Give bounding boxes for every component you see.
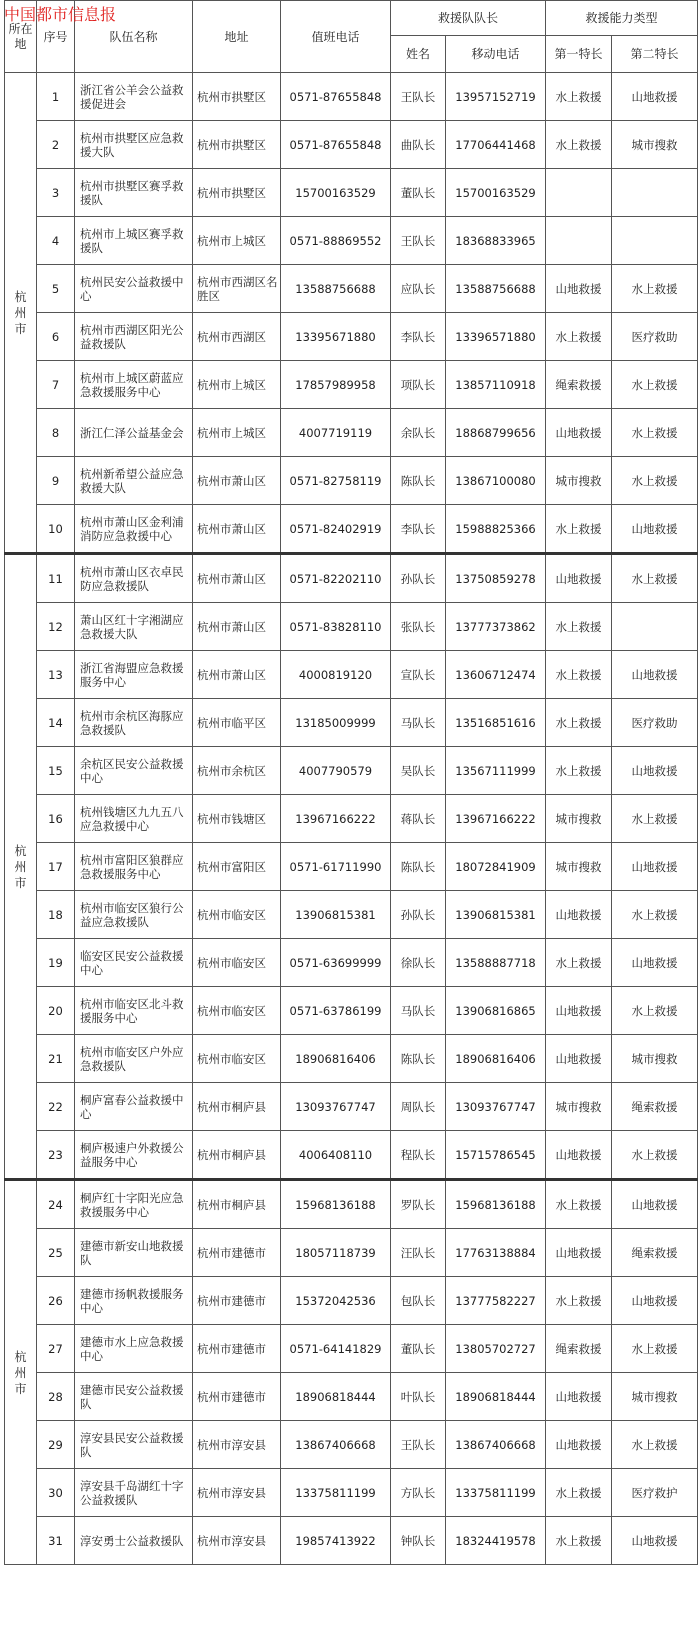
cell-team-name: 杭州市临安区北斗救援服务中心 [75, 987, 193, 1035]
cell-first-specialty: 山地救援 [546, 265, 612, 313]
cell-duty-phone: 13588756688 [281, 265, 391, 313]
cell-first-specialty [546, 169, 612, 217]
cell-second-specialty: 山地救援 [612, 1517, 698, 1565]
cell-first-specialty: 水上救援 [546, 1277, 612, 1325]
cell-leader-mobile: 13857110918 [446, 361, 546, 409]
cell-leader-name: 周队长 [391, 1083, 446, 1131]
cell-no: 10 [37, 505, 75, 554]
cell-leader-name: 吴队长 [391, 747, 446, 795]
cell-second-specialty: 水上救援 [612, 987, 698, 1035]
cell-team-name: 桐庐极速户外救援公益服务中心 [75, 1131, 193, 1180]
cell-first-specialty: 水上救援 [546, 747, 612, 795]
cell-no: 21 [37, 1035, 75, 1083]
cell-team-name: 杭州市富阳区狼群应急救援服务中心 [75, 843, 193, 891]
cell-leader-mobile: 13516851616 [446, 699, 546, 747]
cell-no: 6 [37, 313, 75, 361]
table-row [5, 1469, 698, 1517]
cell-duty-phone: 0571-63786199 [281, 987, 391, 1035]
cell-leader-name: 宣队长 [391, 651, 446, 699]
cell-first-specialty: 城市搜救 [546, 1083, 612, 1131]
cell-second-specialty: 山地救援 [612, 1277, 698, 1325]
table-row [5, 313, 698, 361]
cell-team-name: 杭州市上城区赛孚救援队 [75, 217, 193, 265]
cell-no: 23 [37, 1131, 75, 1180]
cell-address: 杭州市拱墅区 [193, 121, 281, 169]
cell-address: 杭州市富阳区 [193, 843, 281, 891]
cell-duty-phone: 15968136188 [281, 1180, 391, 1229]
cell-first-specialty: 山地救援 [546, 409, 612, 457]
cell-no: 27 [37, 1325, 75, 1373]
cell-second-specialty: 城市搜救 [612, 121, 698, 169]
table-row [5, 891, 698, 939]
cell-no: 13 [37, 651, 75, 699]
cell-address: 杭州市萧山区 [193, 457, 281, 505]
cell-leader-mobile: 13967166222 [446, 795, 546, 843]
header-team: 队伍名称 [75, 1, 193, 73]
cell-team-name: 建德市民安公益救援队 [75, 1373, 193, 1421]
cell-no: 26 [37, 1277, 75, 1325]
cell-duty-phone: 18906818444 [281, 1373, 391, 1421]
cell-region [5, 554, 37, 1180]
cell-team-name: 杭州新希望公益应急救援大队 [75, 457, 193, 505]
cell-leader-name: 王队长 [391, 217, 446, 265]
cell-second-specialty: 医疗救护 [612, 1469, 698, 1517]
cell-team-name: 浙江仁泽公益基金会 [75, 409, 193, 457]
cell-first-specialty [546, 217, 612, 265]
table-row [5, 217, 698, 265]
cell-address: 杭州市拱墅区 [193, 73, 281, 121]
header-first-specialty: 第一特长 [546, 36, 612, 73]
cell-first-specialty: 山地救援 [546, 1131, 612, 1180]
cell-no: 4 [37, 217, 75, 265]
table-row [5, 1131, 698, 1180]
table-row [5, 603, 698, 651]
cell-address: 杭州市淳安县 [193, 1517, 281, 1565]
cell-second-specialty [612, 169, 698, 217]
header-second-specialty: 第二特长 [612, 36, 698, 73]
table-row [5, 1035, 698, 1083]
cell-second-specialty: 山地救援 [612, 747, 698, 795]
cell-address: 杭州市淳安县 [193, 1469, 281, 1517]
cell-second-specialty: 医疗救助 [612, 699, 698, 747]
table-row [5, 987, 698, 1035]
cell-first-specialty: 山地救援 [546, 987, 612, 1035]
cell-no: 29 [37, 1421, 75, 1469]
cell-team-name: 杭州钱塘区九九五八应急救援中心 [75, 795, 193, 843]
cell-first-specialty: 水上救援 [546, 651, 612, 699]
cell-team-name: 杭州民安公益救援中心 [75, 265, 193, 313]
header-leader-name: 姓名 [391, 36, 446, 73]
cell-second-specialty: 水上救援 [612, 554, 698, 603]
cell-address: 杭州市上城区 [193, 361, 281, 409]
cell-address: 杭州市上城区 [193, 409, 281, 457]
cell-first-specialty: 水上救援 [546, 699, 612, 747]
cell-address: 杭州市临安区 [193, 1035, 281, 1083]
watermark-text: 中国都市信息报 [4, 5, 117, 24]
table-row [5, 361, 698, 409]
cell-address: 杭州市建德市 [193, 1373, 281, 1421]
cell-leader-mobile: 18906818444 [446, 1373, 546, 1421]
cell-address: 杭州市桐庐县 [193, 1131, 281, 1180]
cell-first-specialty: 山地救援 [546, 891, 612, 939]
header-duty-phone: 值班电话 [281, 1, 391, 73]
cell-team-name: 余杭区民安公益救援中心 [75, 747, 193, 795]
cell-leader-name: 李队长 [391, 313, 446, 361]
cell-leader-mobile: 13567111999 [446, 747, 546, 795]
cell-second-specialty: 水上救援 [612, 891, 698, 939]
cell-no: 2 [37, 121, 75, 169]
cell-second-specialty [612, 603, 698, 651]
table-row [5, 1421, 698, 1469]
cell-second-specialty: 医疗救助 [612, 313, 698, 361]
cell-no: 3 [37, 169, 75, 217]
cell-leader-mobile: 18368833965 [446, 217, 546, 265]
cell-duty-phone: 0571-87655848 [281, 73, 391, 121]
cell-address: 杭州市建德市 [193, 1277, 281, 1325]
cell-leader-mobile: 15700163529 [446, 169, 546, 217]
cell-duty-phone: 4007790579 [281, 747, 391, 795]
cell-first-specialty: 水上救援 [546, 121, 612, 169]
cell-duty-phone: 13867406668 [281, 1421, 391, 1469]
table-row [5, 554, 698, 603]
cell-leader-name: 张队长 [391, 603, 446, 651]
cell-second-specialty: 绳索救援 [612, 1083, 698, 1131]
cell-leader-mobile: 13805702727 [446, 1325, 546, 1373]
cell-duty-phone: 13967166222 [281, 795, 391, 843]
cell-second-specialty: 山地救援 [612, 1180, 698, 1229]
cell-leader-name: 方队长 [391, 1469, 446, 1517]
cell-second-specialty: 山地救援 [612, 939, 698, 987]
table-row [5, 1277, 698, 1325]
table-row [5, 1517, 698, 1565]
cell-address: 杭州市淳安县 [193, 1421, 281, 1469]
cell-leader-mobile: 13867100080 [446, 457, 546, 505]
table-body [5, 73, 698, 1565]
cell-leader-name: 王队长 [391, 73, 446, 121]
cell-duty-phone: 0571-61711990 [281, 843, 391, 891]
cell-no: 22 [37, 1083, 75, 1131]
cell-leader-mobile: 13750859278 [446, 554, 546, 603]
cell-leader-name: 董队长 [391, 1325, 446, 1373]
cell-no: 7 [37, 361, 75, 409]
cell-team-name: 桐庐富春公益救援中心 [75, 1083, 193, 1131]
cell-leader-mobile: 13588756688 [446, 265, 546, 313]
cell-second-specialty: 山地救援 [612, 843, 698, 891]
cell-team-name: 临安区民安公益救援中心 [75, 939, 193, 987]
cell-leader-name: 叶队长 [391, 1373, 446, 1421]
table-row [5, 1180, 698, 1229]
cell-leader-name: 徐队长 [391, 939, 446, 987]
cell-leader-mobile: 13777582227 [446, 1277, 546, 1325]
cell-second-specialty: 水上救援 [612, 1131, 698, 1180]
cell-leader-mobile: 13867406668 [446, 1421, 546, 1469]
cell-leader-mobile: 18906816406 [446, 1035, 546, 1083]
cell-leader-name: 王队长 [391, 1421, 446, 1469]
cell-no: 25 [37, 1229, 75, 1277]
cell-leader-name: 应队长 [391, 265, 446, 313]
cell-address: 杭州市钱塘区 [193, 795, 281, 843]
cell-no: 20 [37, 987, 75, 1035]
cell-no: 28 [37, 1373, 75, 1421]
cell-leader-mobile: 13093767747 [446, 1083, 546, 1131]
cell-address: 杭州市临平区 [193, 699, 281, 747]
rescue-team-table [4, 0, 698, 1565]
cell-leader-mobile: 17706441468 [446, 121, 546, 169]
cell-second-specialty: 水上救援 [612, 1325, 698, 1373]
cell-first-specialty: 城市搜救 [546, 795, 612, 843]
cell-leader-mobile: 13777373862 [446, 603, 546, 651]
cell-first-specialty: 水上救援 [546, 1469, 612, 1517]
cell-address: 杭州市西湖区 [193, 313, 281, 361]
cell-duty-phone: 13906815381 [281, 891, 391, 939]
cell-duty-phone: 17857989958 [281, 361, 391, 409]
cell-leader-mobile: 18868799656 [446, 409, 546, 457]
cell-leader-name: 陈队长 [391, 1035, 446, 1083]
cell-leader-name: 蒋队长 [391, 795, 446, 843]
cell-duty-phone: 4000819120 [281, 651, 391, 699]
header-no: 序号 [37, 1, 75, 73]
cell-leader-name: 马队长 [391, 699, 446, 747]
cell-no: 12 [37, 603, 75, 651]
cell-first-specialty: 山地救援 [546, 1229, 612, 1277]
cell-team-name: 浙江省海盟应急救援服务中心 [75, 651, 193, 699]
table-row [5, 843, 698, 891]
cell-first-specialty: 水上救援 [546, 313, 612, 361]
table-row [5, 457, 698, 505]
cell-first-specialty: 绳索救援 [546, 1325, 612, 1373]
cell-second-specialty: 城市搜救 [612, 1035, 698, 1083]
cell-leader-name: 余队长 [391, 409, 446, 457]
cell-second-specialty: 山地救援 [612, 651, 698, 699]
cell-second-specialty: 水上救援 [612, 265, 698, 313]
cell-second-specialty: 水上救援 [612, 361, 698, 409]
table-row [5, 169, 698, 217]
cell-leader-mobile: 15968136188 [446, 1180, 546, 1229]
cell-duty-phone: 13375811199 [281, 1469, 391, 1517]
cell-leader-mobile: 18324419578 [446, 1517, 546, 1565]
table-row [5, 265, 698, 313]
cell-duty-phone: 18906816406 [281, 1035, 391, 1083]
cell-no: 1 [37, 73, 75, 121]
header-ability-group: 救援能力类型 [546, 1, 698, 36]
cell-first-specialty: 山地救援 [546, 554, 612, 603]
header-leader-mobile: 移动电话 [446, 36, 546, 73]
cell-leader-mobile: 13957152719 [446, 73, 546, 121]
cell-team-name: 淳安勇士公益救援队 [75, 1517, 193, 1565]
cell-team-name: 杭州市临安区户外应急救援队 [75, 1035, 193, 1083]
cell-duty-phone: 0571-83828110 [281, 603, 391, 651]
cell-duty-phone: 13093767747 [281, 1083, 391, 1131]
cell-address: 杭州市桐庐县 [193, 1083, 281, 1131]
cell-duty-phone: 0571-87655848 [281, 121, 391, 169]
cell-region [5, 73, 37, 554]
cell-first-specialty: 水上救援 [546, 603, 612, 651]
header-region: 所在地 [5, 1, 37, 73]
table-row [5, 795, 698, 843]
table-row [5, 1325, 698, 1373]
cell-address: 杭州市拱墅区 [193, 169, 281, 217]
header-leader-group: 救援队队长 [391, 1, 546, 36]
cell-leader-name: 曲队长 [391, 121, 446, 169]
table-row [5, 121, 698, 169]
cell-duty-phone: 18057118739 [281, 1229, 391, 1277]
cell-leader-mobile: 13606712474 [446, 651, 546, 699]
cell-team-name: 杭州市西湖区阳光公益救援队 [75, 313, 193, 361]
cell-team-name: 浙江省公羊会公益救援促进会 [75, 73, 193, 121]
cell-leader-mobile: 13906816865 [446, 987, 546, 1035]
cell-first-specialty: 山地救援 [546, 1035, 612, 1083]
cell-second-specialty: 水上救援 [612, 1421, 698, 1469]
cell-duty-phone: 0571-64141829 [281, 1325, 391, 1373]
cell-first-specialty: 水上救援 [546, 1180, 612, 1229]
cell-leader-name: 马队长 [391, 987, 446, 1035]
table-row [5, 409, 698, 457]
cell-leader-name: 孙队长 [391, 554, 446, 603]
cell-leader-name: 包队长 [391, 1277, 446, 1325]
cell-leader-name: 汪队长 [391, 1229, 446, 1277]
cell-team-name: 杭州市余杭区海豚应急救援队 [75, 699, 193, 747]
cell-address: 杭州市上城区 [193, 217, 281, 265]
cell-team-name: 建德市扬帆救援服务中心 [75, 1277, 193, 1325]
table-row [5, 505, 698, 554]
cell-team-name: 杭州市萧山区金利浦消防应急救援中心 [75, 505, 193, 554]
cell-duty-phone: 0571-88869552 [281, 217, 391, 265]
cell-no: 19 [37, 939, 75, 987]
cell-second-specialty: 水上救援 [612, 795, 698, 843]
table-row [5, 1229, 698, 1277]
cell-leader-name: 陈队长 [391, 843, 446, 891]
cell-no: 30 [37, 1469, 75, 1517]
cell-team-name: 杭州市临安区狼行公益应急救援队 [75, 891, 193, 939]
cell-second-specialty: 水上救援 [612, 409, 698, 457]
cell-team-name: 杭州市拱墅区赛孚救援队 [75, 169, 193, 217]
cell-duty-phone: 0571-82758119 [281, 457, 391, 505]
cell-team-name: 淳安县千岛湖红十字公益救援队 [75, 1469, 193, 1517]
cell-team-name: 桐庐红十字阳光应急救援服务中心 [75, 1180, 193, 1229]
cell-team-name: 杭州市拱墅区应急救援大队 [75, 121, 193, 169]
cell-no: 15 [37, 747, 75, 795]
table-row [5, 699, 698, 747]
cell-first-specialty: 水上救援 [546, 505, 612, 554]
cell-leader-mobile: 13396571880 [446, 313, 546, 361]
cell-duty-phone: 0571-82202110 [281, 554, 391, 603]
cell-team-name: 萧山区红十字湘湖应急救援大队 [75, 603, 193, 651]
cell-address: 杭州市临安区 [193, 891, 281, 939]
cell-no: 24 [37, 1180, 75, 1229]
cell-duty-phone: 13185009999 [281, 699, 391, 747]
header-address: 地址 [193, 1, 281, 73]
cell-duty-phone: 19857413922 [281, 1517, 391, 1565]
cell-second-specialty [612, 217, 698, 265]
region-label: 杭州市 [14, 289, 27, 336]
table-row [5, 747, 698, 795]
cell-no: 5 [37, 265, 75, 313]
cell-address: 杭州市萧山区 [193, 554, 281, 603]
cell-no: 17 [37, 843, 75, 891]
cell-address: 杭州市建德市 [193, 1325, 281, 1373]
cell-address: 杭州市临安区 [193, 987, 281, 1035]
cell-second-specialty: 绳索救援 [612, 1229, 698, 1277]
cell-no: 31 [37, 1517, 75, 1565]
cell-region [5, 1180, 37, 1565]
cell-leader-name: 孙队长 [391, 891, 446, 939]
cell-duty-phone: 0571-63699999 [281, 939, 391, 987]
cell-first-specialty: 城市搜救 [546, 457, 612, 505]
table-row [5, 939, 698, 987]
cell-leader-mobile: 13375811199 [446, 1469, 546, 1517]
cell-address: 杭州市西湖区名胜区 [193, 265, 281, 313]
cell-team-name: 杭州市上城区蔚蓝应急救援服务中心 [75, 361, 193, 409]
cell-leader-name: 程队长 [391, 1131, 446, 1180]
cell-address: 杭州市建德市 [193, 1229, 281, 1277]
cell-no: 9 [37, 457, 75, 505]
cell-leader-name: 钟队长 [391, 1517, 446, 1565]
cell-leader-name: 董队长 [391, 169, 446, 217]
table-row [5, 651, 698, 699]
cell-no: 8 [37, 409, 75, 457]
cell-address: 杭州市萧山区 [193, 505, 281, 554]
cell-team-name: 淳安县民安公益救援队 [75, 1421, 193, 1469]
cell-address: 杭州市余杭区 [193, 747, 281, 795]
cell-leader-name: 罗队长 [391, 1180, 446, 1229]
cell-first-specialty: 山地救援 [546, 1421, 612, 1469]
cell-second-specialty: 山地救援 [612, 505, 698, 554]
cell-team-name: 杭州市萧山区衣卓民防应急救援队 [75, 554, 193, 603]
cell-second-specialty: 水上救援 [612, 457, 698, 505]
cell-first-specialty: 山地救援 [546, 1373, 612, 1421]
cell-duty-phone: 4006408110 [281, 1131, 391, 1180]
table-row [5, 1083, 698, 1131]
cell-first-specialty: 水上救援 [546, 939, 612, 987]
cell-no: 11 [37, 554, 75, 603]
cell-leader-name: 陈队长 [391, 457, 446, 505]
cell-leader-mobile: 17763138884 [446, 1229, 546, 1277]
cell-no: 16 [37, 795, 75, 843]
table-row [5, 1373, 698, 1421]
cell-duty-phone: 4007719119 [281, 409, 391, 457]
cell-address: 杭州市萧山区 [193, 603, 281, 651]
cell-duty-phone: 15700163529 [281, 169, 391, 217]
region-label: 杭州市 [14, 1349, 27, 1396]
cell-first-specialty: 城市搜救 [546, 843, 612, 891]
cell-second-specialty: 城市搜救 [612, 1373, 698, 1421]
cell-leader-mobile: 13588887718 [446, 939, 546, 987]
cell-duty-phone: 13395671880 [281, 313, 391, 361]
cell-first-specialty: 绳索救援 [546, 361, 612, 409]
cell-leader-mobile: 13906815381 [446, 891, 546, 939]
table-row [5, 73, 698, 121]
cell-address: 杭州市临安区 [193, 939, 281, 987]
cell-duty-phone: 0571-82402919 [281, 505, 391, 554]
cell-first-specialty: 水上救援 [546, 1517, 612, 1565]
cell-leader-name: 项队长 [391, 361, 446, 409]
cell-address: 杭州市萧山区 [193, 651, 281, 699]
region-label: 杭州市 [14, 843, 27, 890]
cell-duty-phone: 15372042536 [281, 1277, 391, 1325]
cell-leader-name: 李队长 [391, 505, 446, 554]
cell-no: 18 [37, 891, 75, 939]
cell-no: 14 [37, 699, 75, 747]
cell-leader-mobile: 15988825366 [446, 505, 546, 554]
cell-second-specialty: 山地救援 [612, 73, 698, 121]
cell-team-name: 建德市水上应急救援中心 [75, 1325, 193, 1373]
cell-leader-mobile: 15715786545 [446, 1131, 546, 1180]
cell-leader-mobile: 18072841909 [446, 843, 546, 891]
cell-address: 杭州市桐庐县 [193, 1180, 281, 1229]
cell-team-name: 建德市新安山地救援队 [75, 1229, 193, 1277]
cell-first-specialty: 水上救援 [546, 73, 612, 121]
